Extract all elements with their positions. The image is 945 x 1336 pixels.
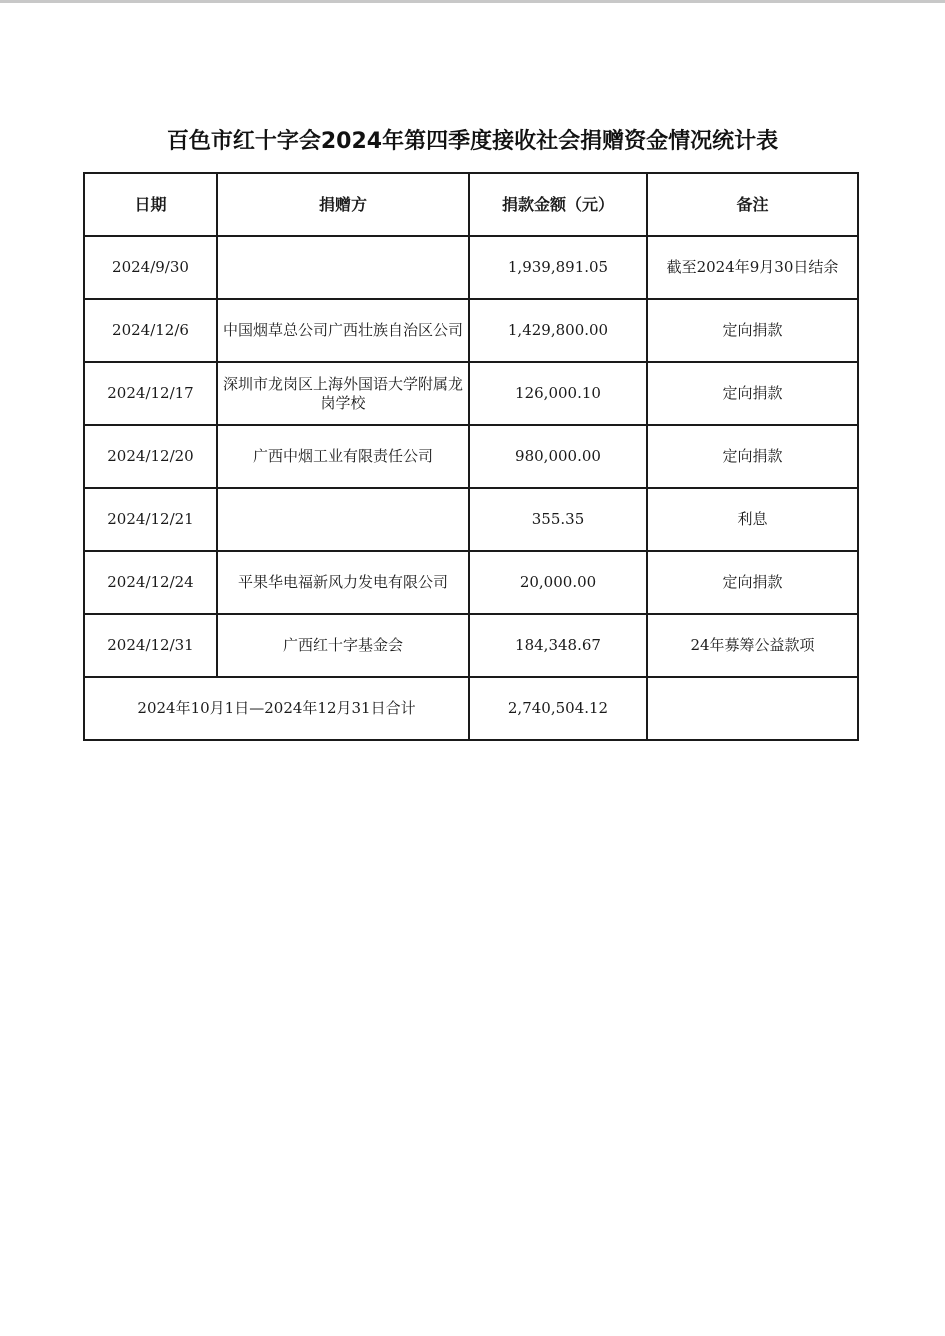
cell-date: 2024/12/17 — [84, 362, 217, 425]
cell-date: 2024/12/20 — [84, 425, 217, 488]
table-row — [84, 488, 858, 551]
total-label: 2024年10月1日—2024年12月31日合计 — [84, 677, 469, 740]
cell-amount: 1,939,891.05 — [469, 236, 647, 299]
page-top-edge — [0, 0, 945, 3]
table-row — [84, 551, 858, 614]
cell-date: 2024/9/30 — [84, 236, 217, 299]
header-donor: 捐赠方 — [217, 173, 469, 236]
cell-donor: 广西红十字基金会 — [217, 614, 469, 677]
cell-amount: 184,348.67 — [469, 614, 647, 677]
cell-amount: 355.35 — [469, 488, 647, 551]
header-date: 日期 — [84, 173, 217, 236]
header-note: 备注 — [647, 173, 858, 236]
table-row — [84, 614, 858, 677]
cell-note: 定向捐款 — [647, 299, 858, 362]
cell-note: 截至2024年9月30日结余 — [647, 236, 858, 299]
cell-date: 2024/12/21 — [84, 488, 217, 551]
cell-donor: 广西中烟工业有限责任公司 — [217, 425, 469, 488]
document-title: 百色市红十字会2024年第四季度接收社会捐赠资金情况统计表 — [166, 129, 779, 154]
cell-amount: 126,000.10 — [469, 362, 647, 425]
cell-note: 定向捐款 — [647, 551, 858, 614]
table-row — [84, 362, 858, 425]
cell-date: 2024/12/24 — [84, 551, 217, 614]
donation-table — [83, 172, 859, 741]
table-row — [84, 236, 858, 299]
header-amount: 捐款金额（元） — [469, 173, 647, 236]
cell-donor — [217, 236, 469, 299]
cell-date: 2024/12/6 — [84, 299, 217, 362]
table-row — [84, 425, 858, 488]
cell-amount: 1,429,800.00 — [469, 299, 647, 362]
table-header-row — [84, 173, 858, 236]
cell-note: 利息 — [647, 488, 858, 551]
total-row — [84, 677, 858, 740]
cell-note: 24年募筹公益款项 — [647, 614, 858, 677]
cell-donor: 深圳市龙岗区上海外国语大学附属龙岗学校 — [217, 362, 469, 425]
total-amount: 2,740,504.12 — [469, 677, 647, 740]
cell-date: 2024/12/31 — [84, 614, 217, 677]
cell-note: 定向捐款 — [647, 425, 858, 488]
cell-donor: 中国烟草总公司广西壮族自治区公司 — [217, 299, 469, 362]
cell-donor: 平果华电福新风力发电有限公司 — [217, 551, 469, 614]
cell-donor — [217, 488, 469, 551]
cell-note: 定向捐款 — [647, 362, 858, 425]
cell-amount: 980,000.00 — [469, 425, 647, 488]
total-note — [647, 677, 858, 740]
cell-amount: 20,000.00 — [469, 551, 647, 614]
table-row — [84, 299, 858, 362]
